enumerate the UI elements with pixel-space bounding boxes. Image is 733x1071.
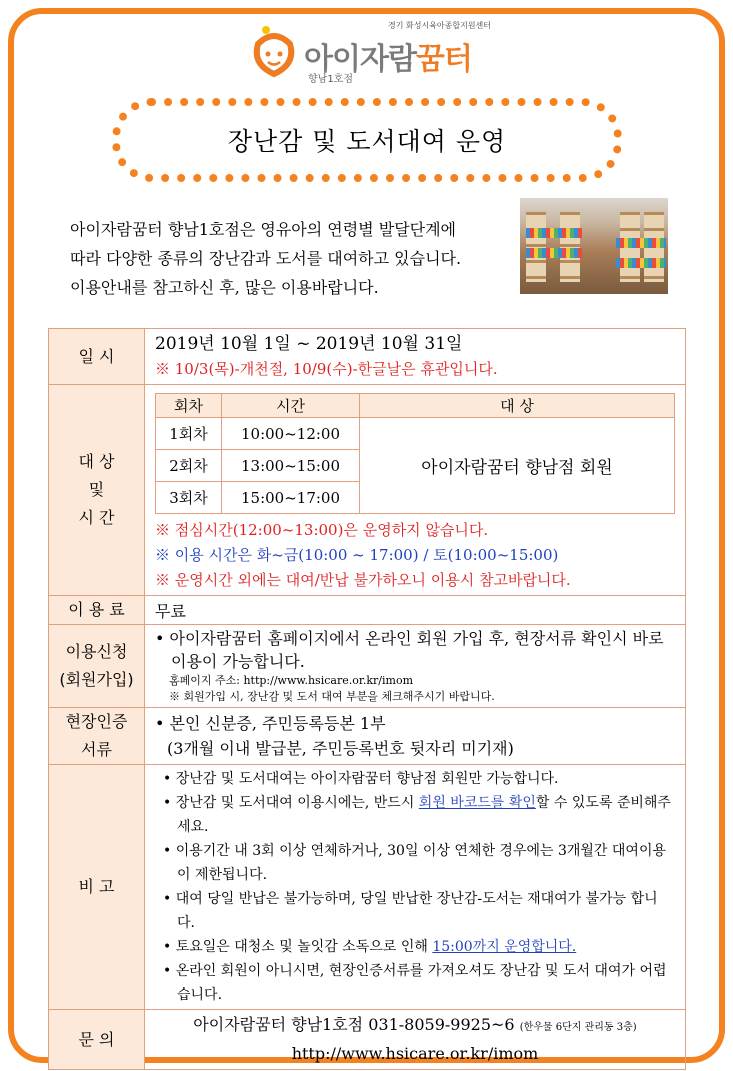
label-apply-line-1: 이용신청 xyxy=(65,642,128,661)
remark-4: • 대여 당일 반납은 불가능하며, 당일 반납한 장난감-도서는 재대여가 불가능 합니다. xyxy=(163,891,658,931)
label-docs-line-1: 현장인증 xyxy=(65,712,128,731)
label-docs xyxy=(49,708,145,765)
remark-5 xyxy=(163,935,671,959)
photo-books xyxy=(526,228,582,238)
apply-homepage: 홈페이지 주소: http://www.hsicare.or.kr/imom xyxy=(169,674,414,687)
intro-line-3: 이용안내를 참고하신 후, 많은 이용바랍니다. xyxy=(70,278,379,297)
session-cell: 1회차 xyxy=(156,418,222,450)
remark-3: • 이용기간 내 3회 이상 연체하거나, 30일 이상 연체한 경우에는 3개월간 대여이용이 제한됩니다. xyxy=(163,843,667,883)
session-cell: 3회차 xyxy=(156,482,222,514)
remark-6: • 온라인 회원이 아니시면, 현장인증서류를 가져오셔도 장난감 및 도서 대여가 어렵습니다. xyxy=(163,963,667,1003)
label-contact: 문 의 xyxy=(49,1010,145,1070)
note-hours: ※ 이용 시간은 화~금(10:00 ~ 17:00) / 토(10:00~15:00) xyxy=(155,546,559,564)
docs-line-2: (3개월 이내 발급분, 주민등록번호 뒷자리 미기재) xyxy=(167,739,514,758)
contact-address: (한우물 6단지 관리동 3층) xyxy=(519,1022,637,1033)
time-table xyxy=(155,393,675,514)
intro-line-2: 따라 다양한 종류의 장난감과 도서를 대여하고 있습니다. xyxy=(70,249,462,268)
session-cell: 2회차 xyxy=(156,450,222,482)
col-time: 시간 xyxy=(222,394,360,418)
label-schedule: 일 시 xyxy=(49,329,145,385)
photo-shelf xyxy=(560,212,580,282)
time-cell: 10:00~12:00 xyxy=(222,418,360,450)
row-fee xyxy=(49,596,686,625)
label-apply xyxy=(49,625,145,708)
content-contact xyxy=(145,1010,686,1070)
row-apply xyxy=(49,625,686,708)
child-face-icon xyxy=(250,24,298,78)
apply-text: • 아이자람꿈터 홈페이지에서 온라인 회원 가입 후, 현장서류 확인시 바로 이용이 가능합니다. xyxy=(155,629,664,671)
label-target xyxy=(49,385,145,596)
content-remarks xyxy=(145,765,686,1010)
target-cell: 아이자람꿈터 향남점 회원 xyxy=(360,418,675,514)
content-target xyxy=(145,385,686,596)
photo-shelf xyxy=(526,212,546,282)
row-schedule xyxy=(49,329,686,385)
contact-phone: 아이자람꿈터 향남1호점 031-8059-9925~6 xyxy=(193,1015,515,1034)
docs-line-1: • 본인 신분증, 주민등록등본 1부 xyxy=(155,714,386,733)
note-outside: ※ 운영시간 외에는 대여/반납 불가하오니 이용시 참고바랍니다. xyxy=(155,571,571,589)
content-fee: 무료 xyxy=(145,596,686,625)
content-schedule xyxy=(145,329,686,385)
remark-5-pre: • 토요일은 대청소 및 놀잇감 소독으로 인해 xyxy=(163,939,433,955)
col-target: 대 상 xyxy=(360,394,675,418)
barcode-link[interactable]: 회원 바코드를 확인 xyxy=(418,795,536,811)
intro-text xyxy=(70,215,510,302)
remark-2-pre: • 장난감 및 도서대여 이용시에는, 반드시 xyxy=(163,795,419,811)
remark-1: • 장난감 및 도서대여는 아이자람꿈터 향남점 회원만 가능합니다. xyxy=(163,771,559,787)
apply-note: ※ 회원가입 시, 장난감 및 도서 대여 부분을 체크해주시기 바랍니다. xyxy=(169,690,495,703)
brand-name-part1: 아이자람 xyxy=(304,42,416,77)
note-lunch: ※ 점심시간(12:00~13:00)은 운영하지 않습니다. xyxy=(155,521,489,539)
remark-2-post: 할 수 있도록 준비해주세요. xyxy=(177,795,671,835)
schedule-period: 2019년 10월 1일 ~ 2019년 10월 31일 xyxy=(155,334,463,354)
label-apply-line-2: (회원가입) xyxy=(59,670,134,689)
time-cell: 13:00~15:00 xyxy=(222,450,360,482)
row-docs xyxy=(49,708,686,765)
content-apply xyxy=(145,625,686,708)
label-target-line-1: 대 상 xyxy=(78,452,115,471)
time-cell: 15:00~17:00 xyxy=(222,482,360,514)
org-name: 경기 화성시육아종합지원센터 xyxy=(388,21,492,30)
row-remarks xyxy=(49,765,686,1010)
time-row xyxy=(156,418,675,450)
page-title: 장난감 및 도서대여 운영 xyxy=(227,127,507,156)
row-contact xyxy=(49,1010,686,1070)
saturday-hours-link[interactable]: 15:00까지 운영합니다. xyxy=(432,939,577,955)
title-box xyxy=(112,98,622,182)
label-fee: 이 용 료 xyxy=(49,596,145,625)
photo-books xyxy=(526,248,582,258)
photo-books xyxy=(616,258,666,268)
schedule-closed-note: ※ 10/3(목)-개천절, 10/9(수)-한글날은 휴관입니다. xyxy=(155,360,498,378)
row-target xyxy=(49,385,686,596)
photo-books xyxy=(616,238,666,248)
label-docs-line-2: 서류 xyxy=(81,740,112,759)
logo xyxy=(250,18,500,84)
contact-phone-line xyxy=(155,1012,675,1041)
remark-2 xyxy=(163,791,671,839)
library-photo xyxy=(520,198,668,294)
content-docs xyxy=(145,708,686,765)
branch-name: 향남1호점 xyxy=(308,74,354,85)
col-session: 회차 xyxy=(156,394,222,418)
brand-name-part2: 꿈터 xyxy=(415,42,472,77)
label-target-line-3: 시 간 xyxy=(78,508,115,527)
label-remarks: 비 고 xyxy=(49,765,145,1010)
info-table xyxy=(48,328,686,1070)
intro-line-1: 아이자람꿈터 향남1호점은 영유아의 연령별 발달단계에 xyxy=(70,220,457,239)
contact-url[interactable]: http://www.hsicare.or.kr/imom xyxy=(291,1044,539,1063)
label-target-line-2: 및 xyxy=(88,480,105,499)
